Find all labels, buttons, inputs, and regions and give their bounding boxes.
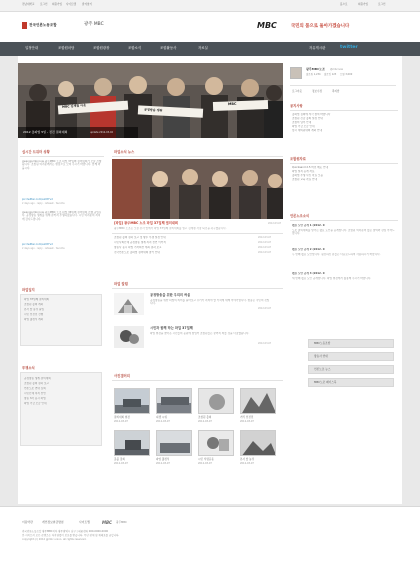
gallery-thumb[interactable] [240,430,276,456]
footer-brand: MBC [102,519,112,525]
news-headline[interactable]: [파업] 광주MBC 노조 파업 37일째 결의대회 [114,221,178,225]
union-logo-icon [22,22,27,29]
column-date: 2012-03-07 [258,342,272,345]
column-body: 공정방송을 위한 파업의 의미를 돌아보고 우리가 지켜야 할 가치에 대해 이야기합니다. 방송은 국민의 것입니다. [150,299,270,306]
gallery-thumb[interactable] [198,388,234,414]
news-summary: 광주MBC 노조는 오늘 본사 앞에서 파업 37일째 결의대회를 열고 김재철 사장 퇴진을 촉구했습니다. [114,227,227,230]
gallery-caption[interactable]: 시민 서명운동 [198,458,214,461]
footer-copyright: copyright (c) 2012 gjmbc union. all rights reserved. [22,538,87,541]
gallery-date: 2012-03-07 [156,462,170,465]
columns-divider [112,288,283,289]
profile-tab-logout[interactable]: 로그아웃 [292,90,303,93]
notice-item[interactable]: 총파업 집회에 적극 참여 바랍니다 [292,113,331,116]
twitter-logo[interactable]: twitter [340,45,358,50]
column-photo-illustration [114,293,144,315]
gallery-thumb-illustration [115,389,150,414]
tweet-actions[interactable]: 2 days ago · reply · retweet · favorite [22,247,65,250]
profile-handle: @mbcnow [330,67,344,71]
news-item[interactable]: 시민사회단체 공정방송 쟁취 지지 선언 이어져 [114,241,166,244]
side-list-item[interactable]: 언론노조 연대 집회 [24,387,46,390]
side-list-item[interactable]: 시민 선전전 진행 [24,313,44,316]
gallery-thumb[interactable] [198,430,234,456]
news-item[interactable]: 조합원 총회 결과 보고 및 향후 투쟁 일정 안내 [114,236,166,239]
column-photo-illustration [114,326,144,348]
footer-brand-suffix: 광주MBC [116,521,127,524]
slogan-text: 국민의 품으로 돌아가겠습니다 [291,24,350,29]
top-utility-bar [0,0,420,12]
page-content [18,56,402,504]
gallery-thumb-illustration [115,431,150,456]
notice-divider [290,110,398,111]
hero-sign-1: MBC 김재철 아웃 [61,103,87,109]
notice-title[interactable]: 공지사항 [290,104,303,108]
column-date: 2012-03-07 [258,307,272,310]
top-link-2[interactable]: 로그인 [40,3,48,6]
profile-stat-1: 팔로워 1,234 [306,73,321,76]
news-divider [112,156,283,157]
union-news-item-body: 두 번째 웹표 도안입니다. 필요하신 분들은 다운로드하여 사용하시기 바랍니다. [292,253,381,256]
news-title[interactable]: 파업소식 뉴스 [114,150,135,154]
news-item[interactable]: 방송사 동시 파업 기자회견 개최 결과 보고 [114,246,162,249]
footer-link-sitemap[interactable]: 사이트맵 [79,520,90,524]
nav-item-history[interactable]: 조합활동사 [160,45,177,50]
profile-name[interactable]: 광주MBC노조 [306,67,326,71]
gallery-title[interactable]: 사진갤러리 [114,374,130,378]
news-item-date: 2012-03-07 [258,236,272,239]
profile-tab-inbox[interactable]: 쪽지함 [332,90,340,93]
hero-photo[interactable] [18,63,283,138]
gallery-thumb[interactable] [114,388,150,414]
right-bar-link[interactable]: 언론노조 뉴스 [308,365,394,374]
daily-title[interactable]: 조합원자료 [290,157,306,161]
top-link-4[interactable]: 사이트맵 [66,3,77,6]
twitter-box-title[interactable]: 실시간 트위터 상황 [22,150,50,154]
tweet-link[interactable]: pic.twitter.com/ex0t7vd [22,198,53,201]
gallery-thumb-illustration [241,389,276,414]
side-list-item[interactable]: 조합원 총회 개최 [24,303,44,306]
gallery-date: 2012-03-07 [114,420,128,423]
nav-item-members[interactable]: 조합원마당 [58,45,75,50]
tweet-actions[interactable]: 2 days ago · reply · retweet · favorite [22,202,65,205]
nav-item-news[interactable]: 조합소식 [128,45,142,50]
top-link-3[interactable]: 회원가입 [52,3,63,6]
gallery-date: 2012-03-07 [198,420,212,423]
side-list-item[interactable]: 공정방송 쟁취 결의대회 [24,377,51,380]
side-list-item[interactable]: 파업 출정식 개최 [24,318,44,321]
gallery-thumb[interactable] [156,430,192,456]
gallery-date: 2012-03-07 [156,420,170,423]
profile-box [288,63,402,103]
profile-stat-3: 트윗 3,000 [340,73,353,76]
union-news-item-title[interactable]: 웹표 도안 공개 3 (2012. 0 [292,272,325,275]
gallery-caption[interactable]: 거리 선전전 [240,416,254,419]
tweet-text: gwangjumbcnow 광주MBC 노조 파업 37일째 결의대회가 오늘 진행됩니다. 조합원 여러분께서는 현장으로 모여 주시기 바랍니다. 함께 싸웁시다. [22,160,102,170]
gallery-caption[interactable]: 본사 앞 농성 [240,458,255,461]
site-footer [0,506,420,584]
profile-divider [290,85,396,86]
side-list-item[interactable]: 조합원 총회 결과 보고 [24,382,50,385]
union-news-item-title[interactable]: 웹표 도안 공개 2 (2012. 0 [292,248,325,251]
side-list-title[interactable]: 파업일지 [22,288,35,292]
gallery-date: 2012-03-07 [114,462,128,465]
right-bar-link[interactable]: MBC노조 페이스북 [308,378,394,387]
top-link-5[interactable]: 즐겨찾기 [82,3,93,6]
side-list-title[interactable]: 투쟁소식 [22,366,35,370]
hero-sign-2: 공정방송 쟁취 [143,107,163,113]
gallery-caption[interactable]: 촛불 집회 [114,458,125,461]
columns-title[interactable]: 파업 칼럼 [114,282,128,286]
side-list-item[interactable]: 시민단체 지지 선언 [24,392,46,395]
branch-name[interactable]: 광주 MBC [84,22,104,27]
top-right-link-3[interactable]: 로그인 [378,3,386,6]
tweet-link[interactable]: pic.twitter.com/ex0t7vd [22,243,53,246]
gallery-caption[interactable]: 결의대회 현장 [114,416,130,419]
right-bar-link[interactable]: MBC노동조합 [308,339,394,348]
news-photo-illustration [112,159,283,219]
news-item-date: 2012-03-07 [258,251,272,254]
notice-item[interactable]: 조합비 납부 안내 [292,121,312,124]
footer-link-privacy[interactable]: 개인정보취급방침 [42,520,64,524]
main-nav [0,42,420,56]
hero-sign-3: MBC [227,101,237,107]
gallery-divider [112,380,283,381]
news-item-date: 2012-03-07 [258,241,272,244]
right-bar-link[interactable]: 방송사 연대 [308,352,394,361]
news-headline-photo[interactable] [112,159,283,219]
gallery-thumb[interactable] [156,388,192,414]
daily-item[interactable]: Quicksand 2.5 버전 배포 안내 [292,166,329,169]
gallery-thumb[interactable] [240,388,276,414]
daily-item[interactable]: 파업 일지 공개 자료 [292,170,315,173]
top-right-link-2[interactable]: 회원가입 [358,3,369,6]
union-news-divider [290,220,398,221]
footer-link-terms[interactable]: 이용약관 [22,520,33,524]
daily-divider [290,163,398,164]
profile-stat-2: 팔로잉 123 [324,73,337,76]
column-photo-2[interactable] [114,326,144,348]
union-name[interactable]: 전국언론노동조합 [29,23,57,27]
site-header [0,12,420,42]
top-right-link-1[interactable]: 홈으로 [340,3,348,6]
gallery-caption[interactable]: 파업 출정식 [156,458,170,461]
side-list-item[interactable]: 본사 앞 농성 돌입 [24,308,45,311]
news-item[interactable]: 전국언론노조 총파업 결의대회 참가 안내 [114,251,160,254]
notice-item[interactable]: 임시 대의원대회 개최 안내 [292,129,323,132]
gallery-thumb-illustration [157,389,192,414]
column-title[interactable]: 시민과 함께 하는 파업 37일째 [150,326,193,330]
gallery-thumb[interactable] [114,430,150,456]
column-photo-1[interactable] [114,293,144,315]
hero-caption-title[interactable]: 2012 총파업 5일 - 전진 결의대회 [23,130,68,134]
hero-caption-date: update 2012-03-02 [90,130,114,134]
profile-tab-edit[interactable]: 정보수정 [312,90,323,93]
tweet-text: gwangjumbcnow 광주MBC 노조 파업 36일째 결의대회 진행 중입니다. 공정방송 쟁취를 위해 끝까지 투쟁하겠습니다. 시민 여러분의 지지에 감사드립니다. [22,211,102,221]
nav-item-schedule[interactable]: 일정안내 [25,45,39,50]
top-link-1[interactable]: 전남대학교 [22,3,35,6]
nav-item-plaza[interactable]: 조합원광장 [93,45,110,50]
footer-address: 전국언론노동조합 광주MBC지부 광주광역시 남구 | 대표전화 000-0000-0000 [22,530,109,533]
gallery-caption[interactable]: 조합원 총회 [198,416,212,419]
union-news-title[interactable]: 언론노조소식 [290,214,310,218]
gallery-thumb-illustration [157,431,192,456]
footer-address-2: 본 사이트의 모든 콘텐츠는 저작권법의 보호를 받습니다. 무단 전재 및 재배포를 금합니다. [22,534,120,537]
union-news-item-body: 세 번째 웹표 도안 공개합니다. 파업 현장에서 활용해 주시기 바랍니다. [292,277,372,280]
daily-item[interactable]: 총파업 투쟁 사진 자료 모음 [292,174,323,177]
nav-item-board[interactable]: 자유게시판 [309,45,326,50]
daily-item[interactable]: 조합원 교육 자료 안내 [292,178,318,181]
news-headline-date: 2012-03-07 [268,222,282,225]
union-news-item-title[interactable]: 웹표 도안 공개 1 (2012. 0 [292,224,325,227]
gallery-thumb-illustration [241,431,276,456]
nav-item-archive[interactable]: 자료실 [198,45,208,50]
gallery-thumb-illustration [199,431,234,456]
union-news-item-body: 노조 결의대회를 알리는 웹표 도안을 공개합니다. 조합원 여러분의 많은 참여와 관심 부탁드립니다. [292,229,395,236]
twitter-box-divider [20,156,104,157]
side-list-item[interactable]: 방송 3사 동시 파업 [24,397,46,400]
notice-item[interactable]: 파업 기금 모금 안내 [292,125,315,128]
side-list-item[interactable]: 파업 기금 모금 안내 [24,402,47,405]
news-list-divider [112,233,283,234]
news-item-date: 2012-03-07 [258,246,272,249]
notice-item[interactable]: 조합원 긴급 총회 일정 안내 [292,117,323,120]
column-title[interactable]: 공정방송을 위한 우리의 싸움 [150,293,191,297]
gallery-date: 2012-03-07 [198,462,212,465]
gallery-date: 2012-03-07 [240,420,254,423]
gallery-date: 2012-03-07 [240,462,254,465]
avatar[interactable] [290,67,302,79]
side-list-item[interactable]: 파업 37일째 결의대회 [24,298,49,301]
gallery-caption[interactable]: 피켓 시위 [156,416,167,419]
column-body: 파업 현장을 찾아온 시민들의 응원에 힘입어 조합원들은 끝까지 싸울 것을 다짐했습니다. [150,332,250,335]
slogan-brand: MBC [257,21,277,30]
gallery-thumb-illustration [199,389,234,414]
